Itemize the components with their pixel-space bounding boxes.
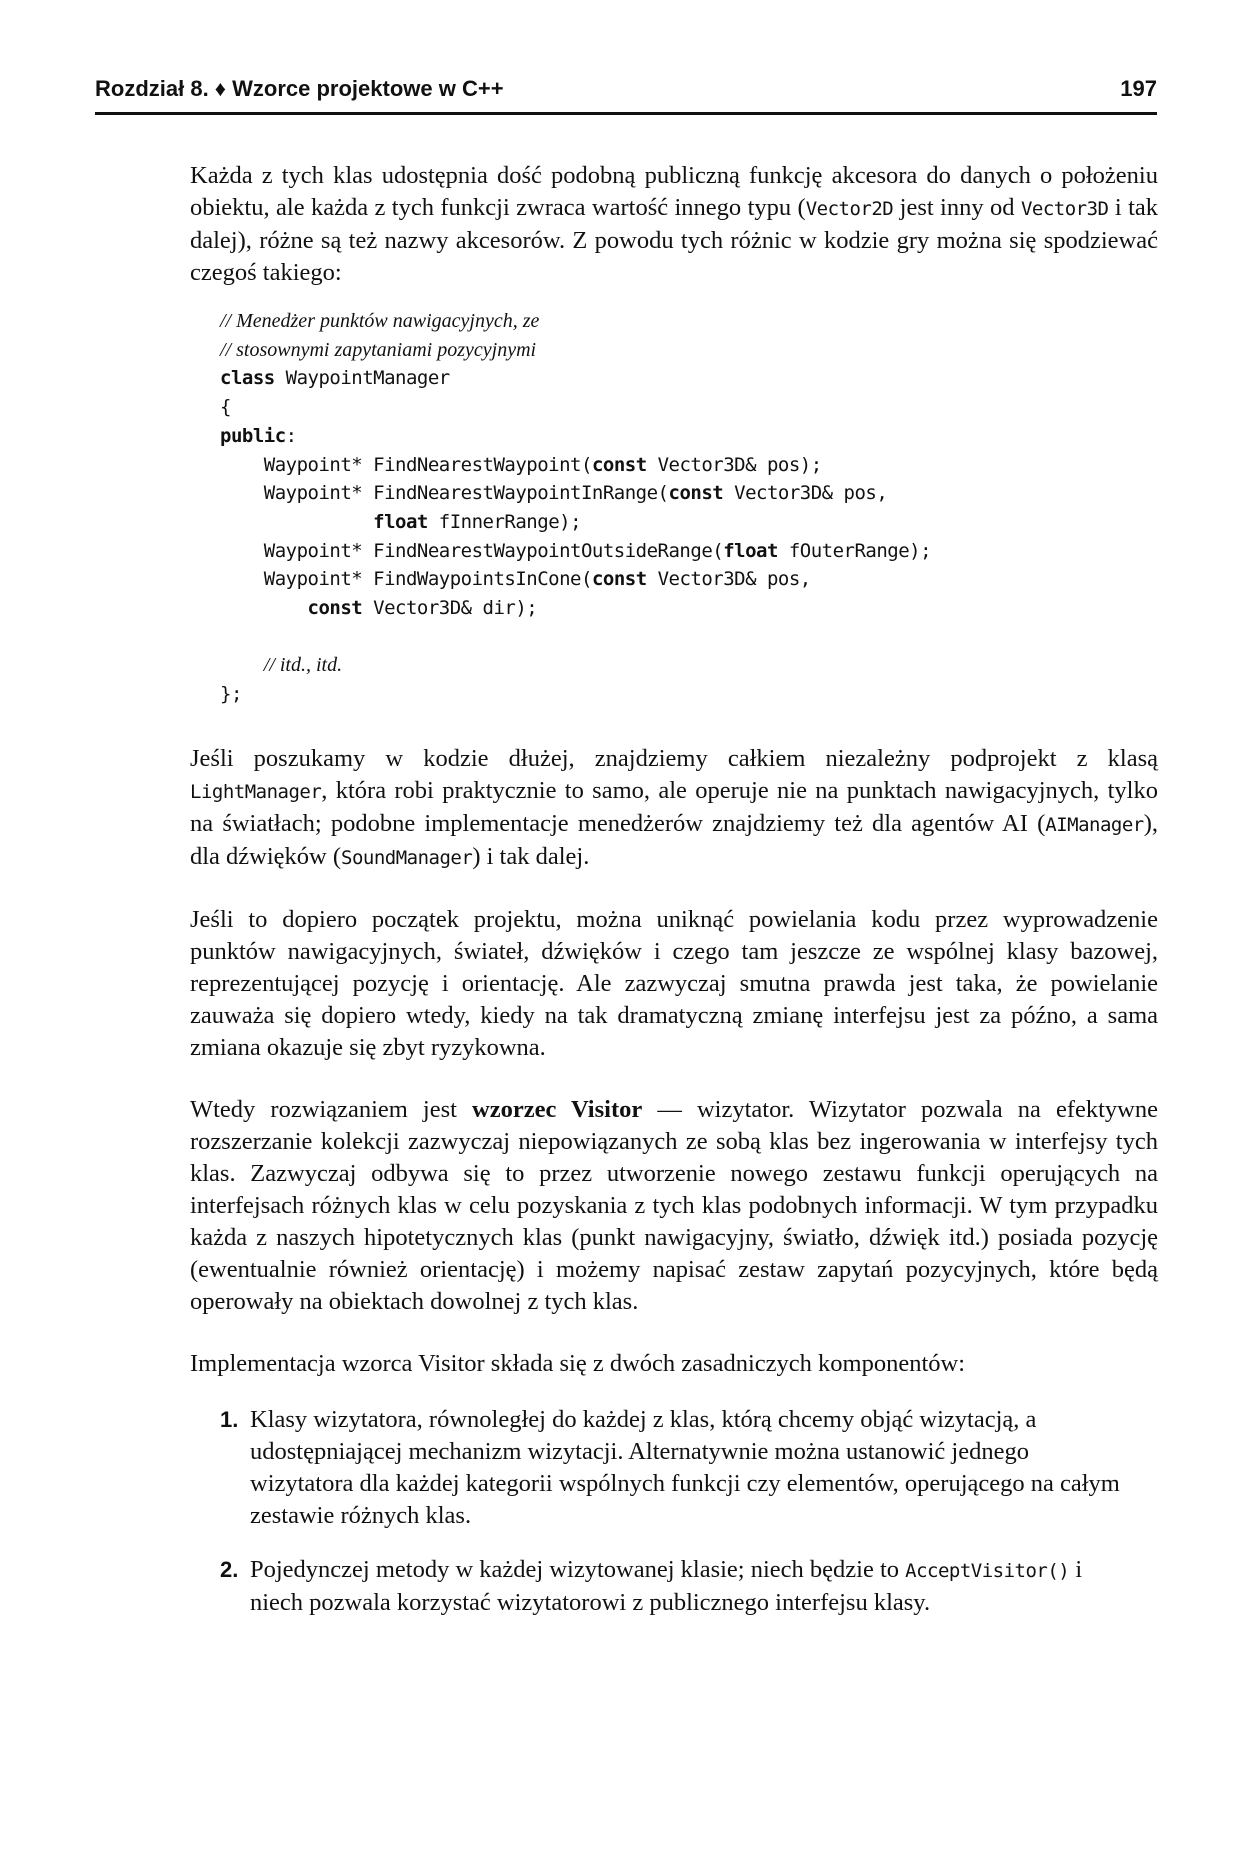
text: Wtedy rozwiązaniem jest	[190, 1095, 473, 1123]
code-line: Vector3D& pos,	[646, 568, 811, 591]
text: i tak dalej), różne są też nazwy akcesorów. Z powodu tych różnic w kodzie gry można się spodziewać czegoś takiego:	[190, 194, 1158, 286]
list-item	[220, 1554, 1130, 1619]
code-line: Waypoint* FindWaypointsInCone(	[220, 568, 592, 591]
inline-code: Vector2D	[805, 198, 894, 220]
paragraph-5: Implementacja wzorca Visitor składa się z dwóch zasadniczych komponentów:	[190, 1349, 966, 1377]
text: Jeśli poszukamy w kodzie dłużej, znajdziemy całkiem niezależny podprojekt z klasą	[190, 744, 1158, 772]
text: Każda z tych klas udostępnia dość podobną publiczną funkcję akcesora do danych o położeniu obiektu, ale każda z tych funkcji zwraca wartość innego typu (	[190, 162, 1158, 221]
code-line: WaypointManager	[274, 367, 450, 390]
list-number: 2.	[220, 1556, 239, 1582]
code-line: Waypoint* FindNearestWaypoint(	[220, 453, 592, 476]
text: ), dla dźwięków (	[190, 809, 1158, 870]
code-keyword: const	[591, 453, 647, 476]
page-number: 197	[1120, 76, 1157, 101]
list-number: 1.	[220, 1406, 239, 1432]
paragraph-2	[190, 743, 1158, 874]
code-keyword: class	[220, 367, 275, 390]
bold-term: wzorzec Visitor	[472, 1095, 643, 1123]
inline-code: LightManager	[190, 780, 322, 803]
code-keyword: const	[668, 482, 724, 505]
code-comment: // itd., itd.	[263, 654, 343, 677]
numbered-list	[220, 1404, 1158, 1619]
code-line: {	[220, 396, 231, 419]
code-keyword: float	[723, 539, 778, 562]
code-comment: // stosownymi zapytaniami pozycyjnymi	[220, 338, 537, 361]
code-line: fInnerRange);	[427, 510, 582, 533]
code-keyword: const	[307, 597, 363, 620]
code-keyword: float	[373, 510, 428, 533]
code-line	[220, 511, 373, 533]
code-comment: // Menedżer punktów nawigacyjnych, ze	[220, 310, 540, 332]
paragraph-4	[190, 1094, 1158, 1318]
code-line: Vector3D& pos);	[646, 453, 822, 476]
code-line: };	[220, 683, 242, 706]
text: , która robi praktycznie to samo, ale operuje nie na punktach nawigacyjnych, tylko na światłach; podobne implementacje menedżerów znajdziemy też dla agentów AI (	[190, 776, 1158, 837]
code-line: Waypoint* FindNearestWaypointOutsideRange(	[220, 539, 724, 562]
code-line: Waypoint* FindNearestWaypointInRange(	[220, 482, 669, 505]
text: ) i tak dalej.	[472, 842, 590, 870]
list-item	[220, 1404, 1130, 1532]
code-line: Vector3D& dir);	[362, 597, 538, 620]
list-item-text: Klasy wizytatora, równoległej do każdej z klas, którą chcemy objąć wizytacją, a udostępniającej mechanizm wizytacji. Alternatywnie można ustanowić jednego wizytatora dla każdej kategorii wspólnych funkcji czy elementów, operującego na całym zestawie różnych klas.	[250, 1405, 1120, 1529]
text: jest inny od	[893, 194, 1021, 221]
inline-code: AcceptVisitor()	[905, 1559, 1070, 1582]
running-header	[95, 72, 1157, 115]
code-keyword: const	[591, 568, 647, 591]
inline-code: SoundManager	[341, 846, 473, 869]
code-listing	[220, 307, 1158, 709]
paragraph-3: Jeśli to dopiero początek projektu, można uniknąć powielania kodu przez wyprowadzenie punktów nawigacyjnych, świateł, dźwięków i czego tam jeszcze ze wspólnej klasy bazowej, reprezentującej pozycję i orientację. Ale zazwyczaj smutna prawda jest taka, że powielanie zauważa się dopiero wtedy, kiedy na tak dramatyczną zmianę interfejsu jest za późno, a sama zmiana okazuje się zbyt ryzykowna.	[190, 905, 1158, 1061]
list-item-text: Pojedynczej metody w każdej wizytowanej klasie; niech będzie to	[250, 1555, 906, 1583]
code-line	[220, 597, 308, 619]
code-line: fOuterRange);	[777, 539, 932, 562]
code-line	[220, 654, 264, 676]
page-body	[190, 160, 1158, 1641]
chapter-title: Rozdział 8. ♦ Wzorce projektowe w C++	[95, 76, 504, 101]
code-keyword: public	[220, 424, 286, 447]
paragraph-1	[190, 160, 1158, 289]
inline-code: AIManager	[1045, 813, 1144, 836]
list-item-text: i niech pozwala korzystać wizytatorowi z publicznego interfejsu klasy.	[250, 1555, 1083, 1616]
code-line: :	[285, 424, 297, 447]
text: — wizytator. Wizytator pozwala na efektywne rozszerzanie kolekcji zazwyczaj niepowiązanych ze sobą klas bez ingerowania w interfejsy tych klas. Zazwyczaj odbywa się to przez utworzenie nowego zestawu funkcji operujących na interfejsach różnych klas w celu pozyskania z tych klas podobnych informacji. W tym przypadku każda z naszych hipotetycznych klas (punkt nawigacyjny, światło, dźwięk itd.) posiada pozycję (ewentualnie również orientację) i możemy napisać zestaw zapytań pozycyjnych, które będą operowały na obiektach dowolnej z tych klas.	[190, 1095, 1158, 1315]
inline-code: Vector3D	[1020, 198, 1109, 220]
code-line: Vector3D& pos,	[723, 482, 888, 505]
